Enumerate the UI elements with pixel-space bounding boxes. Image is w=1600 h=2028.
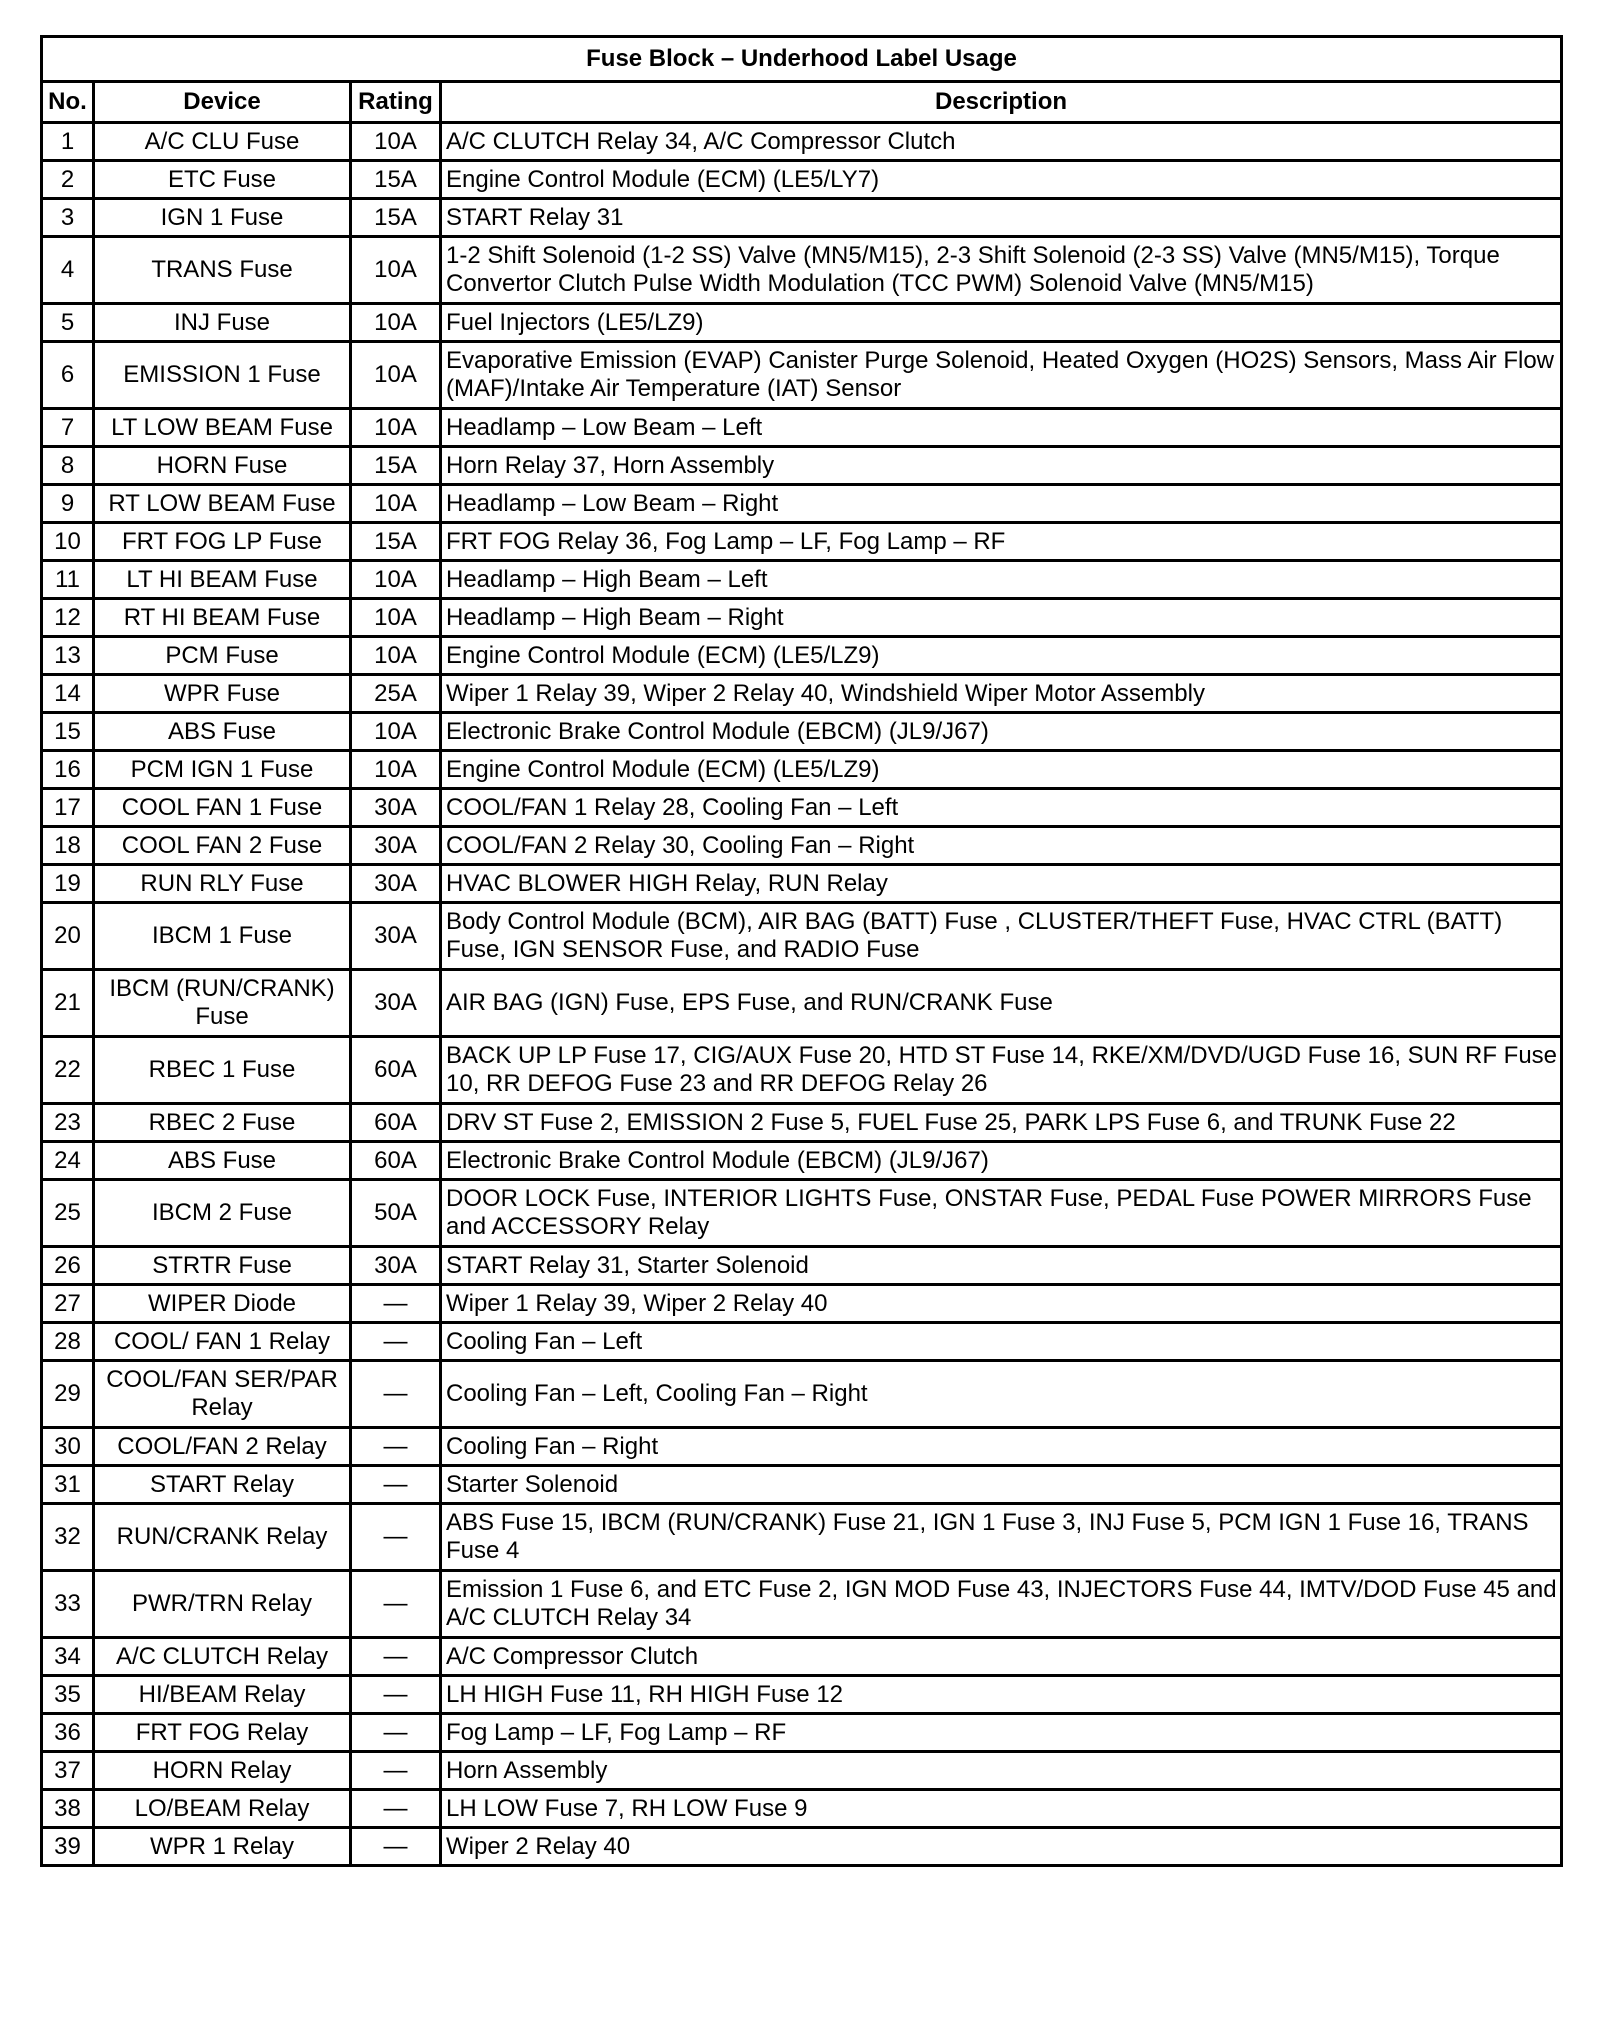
row-description: A/C Compressor Clutch — [441, 1638, 1562, 1676]
row-number: 6 — [42, 342, 94, 409]
row-description: Evaporative Emission (EVAP) Canister Purge Solenoid, Heated Oxygen (HO2S) Sensors, Mass Air Flow (MAF)/Intake Air Temperature (IAT) Sensor — [441, 342, 1562, 409]
row-number: 5 — [42, 304, 94, 342]
row-number: 20 — [42, 903, 94, 970]
table-row — [42, 1247, 1562, 1285]
row-number: 31 — [42, 1466, 94, 1504]
row-description: Wiper 1 Relay 39, Wiper 2 Relay 40, Windshield Wiper Motor Assembly — [441, 675, 1562, 713]
row-number: 34 — [42, 1638, 94, 1676]
header-no: No. — [42, 82, 94, 123]
row-number: 7 — [42, 409, 94, 447]
row-description: Engine Control Module (ECM) (LE5/LZ9) — [441, 751, 1562, 789]
table-row — [42, 1466, 1562, 1504]
row-description: COOL/FAN 2 Relay 30, Cooling Fan – Right — [441, 827, 1562, 865]
row-device: PWR/TRN Relay — [94, 1571, 351, 1638]
table-row — [42, 1037, 1562, 1104]
table-row — [42, 865, 1562, 903]
row-device: IGN 1 Fuse — [94, 199, 351, 237]
row-description: Headlamp – Low Beam – Right — [441, 485, 1562, 523]
row-number: 26 — [42, 1247, 94, 1285]
row-device: A/C CLUTCH Relay — [94, 1638, 351, 1676]
row-number: 14 — [42, 675, 94, 713]
row-description: Electronic Brake Control Module (EBCM) (JL9/J67) — [441, 1142, 1562, 1180]
row-rating: 10A — [351, 342, 441, 409]
row-rating: 15A — [351, 199, 441, 237]
table-row — [42, 970, 1562, 1037]
row-number: 4 — [42, 237, 94, 304]
row-device: RT HI BEAM Fuse — [94, 599, 351, 637]
row-number: 21 — [42, 970, 94, 1037]
row-device: A/C CLU Fuse — [94, 123, 351, 161]
row-rating: 30A — [351, 970, 441, 1037]
row-description: Fuel Injectors (LE5/LZ9) — [441, 304, 1562, 342]
table-row — [42, 675, 1562, 713]
header-description: Description — [441, 82, 1562, 123]
row-rating: 10A — [351, 561, 441, 599]
row-description: Starter Solenoid — [441, 1466, 1562, 1504]
table-row — [42, 1752, 1562, 1790]
row-device: TRANS Fuse — [94, 237, 351, 304]
row-rating: 10A — [351, 237, 441, 304]
row-rating: — — [351, 1466, 441, 1504]
row-rating: 30A — [351, 865, 441, 903]
row-description: Horn Assembly — [441, 1752, 1562, 1790]
row-description: Wiper 1 Relay 39, Wiper 2 Relay 40 — [441, 1285, 1562, 1323]
row-device: COOL/FAN SER/PAR Relay — [94, 1361, 351, 1428]
row-device: PCM IGN 1 Fuse — [94, 751, 351, 789]
table-row — [42, 1828, 1562, 1866]
row-description: Cooling Fan – Right — [441, 1428, 1562, 1466]
header-device: Device — [94, 82, 351, 123]
table-row — [42, 342, 1562, 409]
row-device: HORN Fuse — [94, 447, 351, 485]
row-number: 8 — [42, 447, 94, 485]
row-rating: 60A — [351, 1037, 441, 1104]
row-rating: 30A — [351, 789, 441, 827]
row-description: Emission 1 Fuse 6, and ETC Fuse 2, IGN MOD Fuse 43, INJECTORS Fuse 44, IMTV/DOD Fuse 45 and A/C CLUTCH Relay 34 — [441, 1571, 1562, 1638]
row-rating: — — [351, 1714, 441, 1752]
row-rating: — — [351, 1676, 441, 1714]
row-device: LT HI BEAM Fuse — [94, 561, 351, 599]
table-row — [42, 123, 1562, 161]
row-number: 12 — [42, 599, 94, 637]
row-number: 19 — [42, 865, 94, 903]
row-number: 33 — [42, 1571, 94, 1638]
row-rating: 10A — [351, 304, 441, 342]
table-row — [42, 599, 1562, 637]
row-device: RUN/CRANK Relay — [94, 1504, 351, 1571]
row-rating: 10A — [351, 485, 441, 523]
row-description: DRV ST Fuse 2, EMISSION 2 Fuse 5, FUEL Fuse 25, PARK LPS Fuse 6, and TRUNK Fuse 22 — [441, 1104, 1562, 1142]
row-number: 25 — [42, 1180, 94, 1247]
row-rating: 15A — [351, 161, 441, 199]
row-number: 30 — [42, 1428, 94, 1466]
row-number: 39 — [42, 1828, 94, 1866]
row-number: 9 — [42, 485, 94, 523]
row-description: DOOR LOCK Fuse, INTERIOR LIGHTS Fuse, ONSTAR Fuse, PEDAL Fuse POWER MIRRORS Fuse and ACCESSORY Relay — [441, 1180, 1562, 1247]
table-row — [42, 409, 1562, 447]
row-description: HVAC BLOWER HIGH Relay, RUN Relay — [441, 865, 1562, 903]
row-device: IBCM 1 Fuse — [94, 903, 351, 970]
row-number: 17 — [42, 789, 94, 827]
table-row — [42, 1104, 1562, 1142]
row-device: LT LOW BEAM Fuse — [94, 409, 351, 447]
table-row — [42, 1676, 1562, 1714]
row-description: AIR BAG (IGN) Fuse, EPS Fuse, and RUN/CRANK Fuse — [441, 970, 1562, 1037]
row-rating: — — [351, 1828, 441, 1866]
table-row — [42, 523, 1562, 561]
row-number: 3 — [42, 199, 94, 237]
row-description: A/C CLUTCH Relay 34, A/C Compressor Clutch — [441, 123, 1562, 161]
table-row — [42, 1714, 1562, 1752]
row-number: 36 — [42, 1714, 94, 1752]
row-description: Body Control Module (BCM), AIR BAG (BATT) Fuse , CLUSTER/THEFT Fuse, HVAC CTRL (BATT) Fuse, IGN SENSOR Fuse, and RADIO Fuse — [441, 903, 1562, 970]
table-row — [42, 161, 1562, 199]
row-device: ABS Fuse — [94, 1142, 351, 1180]
table-row — [42, 485, 1562, 523]
row-device: COOL/FAN 2 Relay — [94, 1428, 351, 1466]
row-rating: — — [351, 1790, 441, 1828]
row-rating: 50A — [351, 1180, 441, 1247]
row-number: 1 — [42, 123, 94, 161]
row-number: 29 — [42, 1361, 94, 1428]
row-number: 24 — [42, 1142, 94, 1180]
row-device: WPR Fuse — [94, 675, 351, 713]
header-row — [42, 82, 1562, 123]
row-description: Horn Relay 37, Horn Assembly — [441, 447, 1562, 485]
row-device: PCM Fuse — [94, 637, 351, 675]
row-device: RBEC 2 Fuse — [94, 1104, 351, 1142]
row-number: 22 — [42, 1037, 94, 1104]
row-number: 13 — [42, 637, 94, 675]
row-device: LO/BEAM Relay — [94, 1790, 351, 1828]
row-rating: 30A — [351, 903, 441, 970]
row-device: IBCM 2 Fuse — [94, 1180, 351, 1247]
row-device: RT LOW BEAM Fuse — [94, 485, 351, 523]
row-rating: — — [351, 1428, 441, 1466]
row-rating: — — [351, 1285, 441, 1323]
row-description: Engine Control Module (ECM) (LE5/LY7) — [441, 161, 1562, 199]
row-rating: — — [351, 1361, 441, 1428]
row-rating: 10A — [351, 637, 441, 675]
row-device: HORN Relay — [94, 1752, 351, 1790]
row-number: 27 — [42, 1285, 94, 1323]
row-description: Headlamp – High Beam – Left — [441, 561, 1562, 599]
table-row — [42, 1428, 1562, 1466]
row-number: 23 — [42, 1104, 94, 1142]
row-rating: — — [351, 1638, 441, 1676]
row-rating: 30A — [351, 1247, 441, 1285]
table-row — [42, 304, 1562, 342]
row-rating: — — [351, 1323, 441, 1361]
row-rating: 15A — [351, 523, 441, 561]
table-row — [42, 1285, 1562, 1323]
row-description: Engine Control Module (ECM) (LE5/LZ9) — [441, 637, 1562, 675]
table-row — [42, 827, 1562, 865]
row-description: 1-2 Shift Solenoid (1-2 SS) Valve (MN5/M15), 2-3 Shift Solenoid (2-3 SS) Valve (MN5/M15), Torque Convertor Clutch Pulse Width Modulation (TCC PWM) Solenoid Valve (MN5/M15) — [441, 237, 1562, 304]
row-description: LH HIGH Fuse 11, RH HIGH Fuse 12 — [441, 1676, 1562, 1714]
row-description: Headlamp – High Beam – Right — [441, 599, 1562, 637]
row-number: 16 — [42, 751, 94, 789]
row-device: HI/BEAM Relay — [94, 1676, 351, 1714]
table-row — [42, 1142, 1562, 1180]
row-device: COOL FAN 2 Fuse — [94, 827, 351, 865]
row-rating: — — [351, 1752, 441, 1790]
row-description: START Relay 31 — [441, 199, 1562, 237]
table-row — [42, 1180, 1562, 1247]
row-device: COOL/ FAN 1 Relay — [94, 1323, 351, 1361]
table-title-row — [42, 37, 1562, 82]
row-description: Cooling Fan – Left — [441, 1323, 1562, 1361]
row-description: START Relay 31, Starter Solenoid — [441, 1247, 1562, 1285]
row-number: 37 — [42, 1752, 94, 1790]
table-row — [42, 713, 1562, 751]
row-rating: 10A — [351, 751, 441, 789]
row-device: INJ Fuse — [94, 304, 351, 342]
table-row — [42, 1361, 1562, 1428]
row-rating: 60A — [351, 1142, 441, 1180]
row-description: BACK UP LP Fuse 17, CIG/AUX Fuse 20, HTD ST Fuse 14, RKE/XM/DVD/UGD Fuse 16, SUN RF Fuse 10, RR DEFOG Fuse 23 and RR DEFOG Relay 26 — [441, 1037, 1562, 1104]
row-description: Headlamp – Low Beam – Left — [441, 409, 1562, 447]
row-rating: 10A — [351, 599, 441, 637]
row-description: Wiper 2 Relay 40 — [441, 1828, 1562, 1866]
row-rating: 10A — [351, 713, 441, 751]
row-number: 11 — [42, 561, 94, 599]
row-number: 10 — [42, 523, 94, 561]
table-row — [42, 199, 1562, 237]
row-rating: 15A — [351, 447, 441, 485]
table-row — [42, 237, 1562, 304]
table-row — [42, 903, 1562, 970]
table-row — [42, 1638, 1562, 1676]
row-rating: 60A — [351, 1104, 441, 1142]
table-row — [42, 751, 1562, 789]
row-device: WPR 1 Relay — [94, 1828, 351, 1866]
row-number: 18 — [42, 827, 94, 865]
row-number: 28 — [42, 1323, 94, 1361]
header-rating: Rating — [351, 82, 441, 123]
row-description: COOL/FAN 1 Relay 28, Cooling Fan – Left — [441, 789, 1562, 827]
row-rating: — — [351, 1571, 441, 1638]
row-device: WIPER Diode — [94, 1285, 351, 1323]
table-row — [42, 1323, 1562, 1361]
row-rating: — — [351, 1504, 441, 1571]
row-device: FRT FOG Relay — [94, 1714, 351, 1752]
row-number: 32 — [42, 1504, 94, 1571]
table-row — [42, 561, 1562, 599]
row-device: FRT FOG LP Fuse — [94, 523, 351, 561]
row-device: START Relay — [94, 1466, 351, 1504]
row-number: 2 — [42, 161, 94, 199]
row-number: 15 — [42, 713, 94, 751]
row-device: COOL FAN 1 Fuse — [94, 789, 351, 827]
row-rating: 25A — [351, 675, 441, 713]
row-device: STRTR Fuse — [94, 1247, 351, 1285]
row-description: ABS Fuse 15, IBCM (RUN/CRANK) Fuse 21, IGN 1 Fuse 3, INJ Fuse 5, PCM IGN 1 Fuse 16, TRANS Fuse 4 — [441, 1504, 1562, 1571]
table-row — [42, 447, 1562, 485]
row-device: RBEC 1 Fuse — [94, 1037, 351, 1104]
table-body — [42, 123, 1562, 1866]
row-rating: 10A — [351, 123, 441, 161]
row-number: 35 — [42, 1676, 94, 1714]
row-number: 38 — [42, 1790, 94, 1828]
row-device: IBCM (RUN/CRANK) Fuse — [94, 970, 351, 1037]
row-rating: 30A — [351, 827, 441, 865]
row-description: Fog Lamp – LF, Fog Lamp – RF — [441, 1714, 1562, 1752]
row-device: RUN RLY Fuse — [94, 865, 351, 903]
row-description: Cooling Fan – Left, Cooling Fan – Right — [441, 1361, 1562, 1428]
row-description: Electronic Brake Control Module (EBCM) (JL9/J67) — [441, 713, 1562, 751]
fuse-block-table — [40, 35, 1563, 1867]
row-description: LH LOW Fuse 7, RH LOW Fuse 9 — [441, 1790, 1562, 1828]
row-rating: 10A — [351, 409, 441, 447]
row-device: EMISSION 1 Fuse — [94, 342, 351, 409]
row-device: ETC Fuse — [94, 161, 351, 199]
row-device: ABS Fuse — [94, 713, 351, 751]
table-row — [42, 1571, 1562, 1638]
table-row — [42, 1504, 1562, 1571]
table-title: Fuse Block – Underhood Label Usage — [42, 37, 1562, 82]
table-row — [42, 637, 1562, 675]
table-row — [42, 789, 1562, 827]
row-description: FRT FOG Relay 36, Fog Lamp – LF, Fog Lamp – RF — [441, 523, 1562, 561]
table-row — [42, 1790, 1562, 1828]
